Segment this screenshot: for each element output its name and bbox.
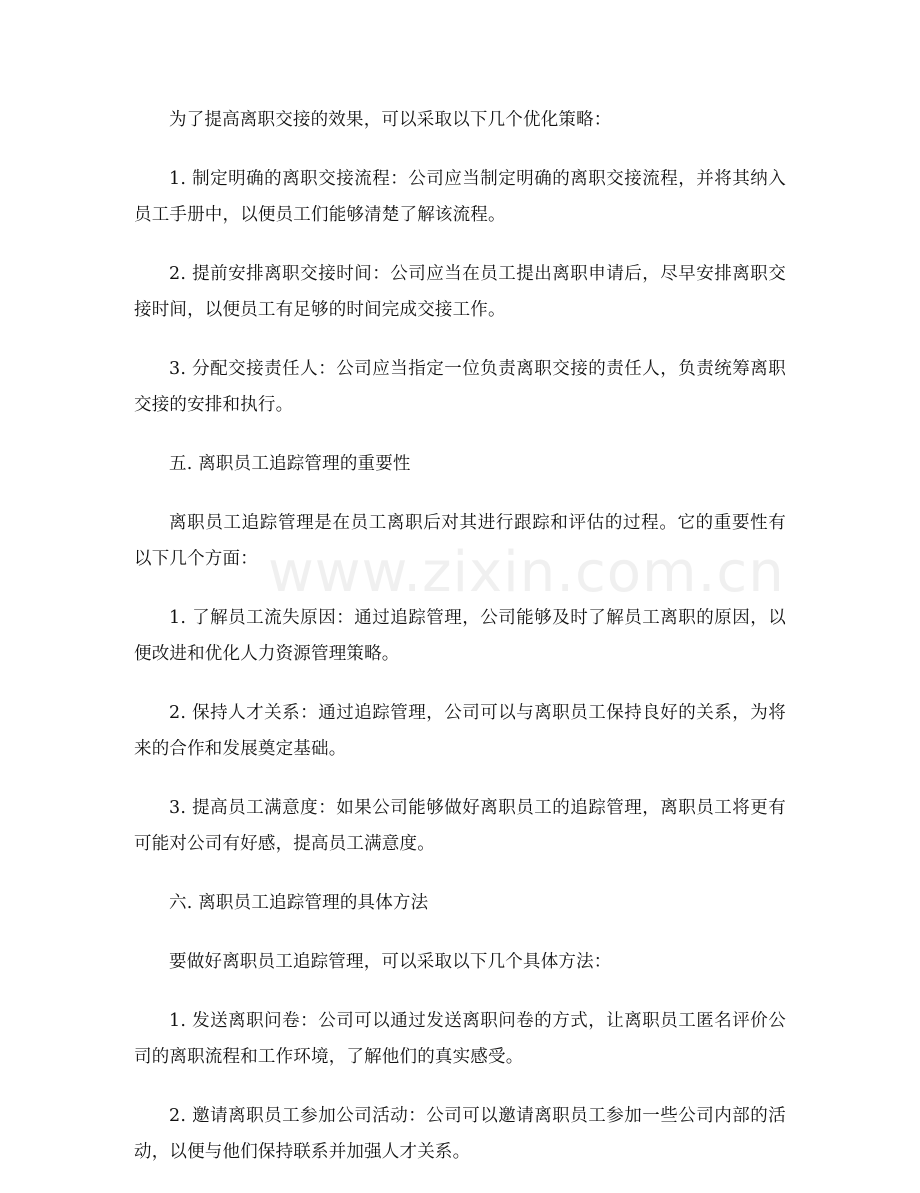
list-item-handover-time: 2. 提前安排离职交接时间：公司应当在员工提出离职申请后，尽早安排离职交接时间，以便员工有足够的时间完成交接工作。 xyxy=(134,264,786,320)
list-item-company-events: 2. 邀请离职员工参加公司活动：公司可以邀请离职员工参加一些公司内部的活动，以便与他们保持联系并加强人才关系。 xyxy=(134,1106,786,1162)
section-heading-tracking-importance: 五. 离职员工追踪管理的重要性 xyxy=(169,454,411,474)
document-body xyxy=(134,102,786,1193)
tracking-importance-paragraph: 离职员工追踪管理是在员工离职后对其进行跟踪和评估的过程。它的重要性有以下几个方面： xyxy=(134,513,786,569)
tracking-methods-paragraph: 要做好离职员工追踪管理，可以采取以下几个具体方法： xyxy=(169,952,612,972)
watermark-text: www.zixin.com.cn xyxy=(268,540,785,605)
list-item-responsible-person: 3. 分配交接责任人：公司应当指定一位负责离职交接的责任人，负责统筹离职交接的安排和执行。 xyxy=(134,359,786,415)
intro-paragraph: 为了提高离职交接的效果，可以采取以下几个优化策略： xyxy=(169,110,612,130)
list-item-handover-process: 1. 制定明确的离职交接流程：公司应当制定明确的离职交接流程，并将其纳入员工手册中，以便员工们能够清楚了解该流程。 xyxy=(134,169,786,225)
list-item-turnover-reasons: 1. 了解员工流失原因：通过追踪管理，公司能够及时了解员工离职的原因，以便改进和优化人力资源管理策略。 xyxy=(134,608,786,664)
list-item-exit-survey: 1. 发送离职问卷：公司可以通过发送离职问卷的方式，让离职员工匿名评价公司的离职流程和工作环境，了解他们的真实感受。 xyxy=(134,1011,786,1067)
list-item-satisfaction: 3. 提高员工满意度：如果公司能够做好离职员工的追踪管理，离职员工将更有可能对公司有好感，提高员工满意度。 xyxy=(134,798,786,854)
list-item-talent-relations: 2. 保持人才关系：通过追踪管理，公司可以与离职员工保持良好的关系，为将来的合作和发展奠定基础。 xyxy=(134,703,786,759)
section-heading-tracking-methods: 六. 离职员工追踪管理的具体方法 xyxy=(169,893,429,913)
